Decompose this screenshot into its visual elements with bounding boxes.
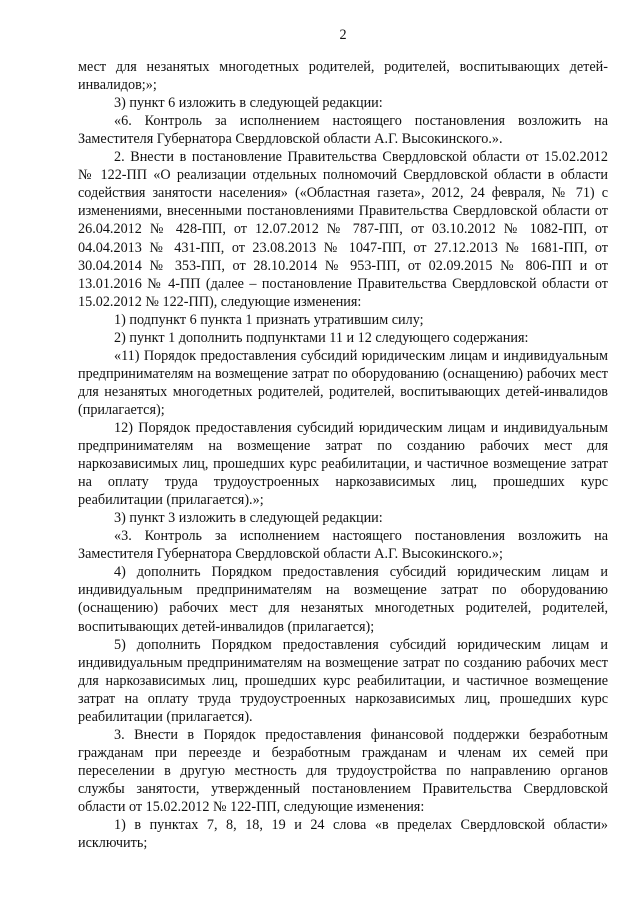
paragraph: 4) дополнить Порядком предоставления субсидий юридическим лицам и индивидуальным предпринимателям на возмещение затрат по оборудованию (оснащению) рабочих мест для незанятых многодетных родителей, родителей, воспитывающих детей-инвалидов (прилагается);	[78, 564, 608, 635]
paragraph: мест для незанятых многодетных родителей, родителей, воспитывающих детей-инвалидов;»;	[78, 59, 608, 94]
page-number: 2	[339, 27, 347, 43]
document-body	[78, 58, 608, 852]
paragraph: 3) пункт 3 изложить в следующей редакции:	[114, 510, 383, 527]
paragraph: 1) подпункт 6 пункта 1 признать утратившим силу;	[114, 311, 424, 328]
paragraph: «6. Контроль за исполнением настоящего постановления возложить на Заместителя Губернатора Свердловской области А.Г. Высокинского.».	[78, 113, 608, 148]
paragraph: 5) дополнить Порядком предоставления субсидий юридическим лицам и индивидуальным предпринимателям на возмещение затрат по созданию рабочих мест для наркозависимых лиц, прошедших курс реабилитации, и частичное возмещение затрат на оплату труда трудоустроенных наркозависимых лиц, прошедших курс реабилитации (прилагается).	[78, 636, 608, 725]
paragraph: 1) в пунктах 7, 8, 18, 19 и 24 слова «в пределах Свердловской области» исключить;	[78, 817, 608, 852]
paragraph: «3. Контроль за исполнением настоящего постановления возложить на Заместителя Губернатора Свердловской области А.Г. Высокинского.»;	[78, 528, 608, 563]
paragraph: «11) Порядок предоставления субсидий юридическим лицам и индивидуальным предпринимателям на возмещение затрат по оборудованию (оснащению) рабочих мест для незанятых многодетных родителей, родителей, воспитывающих детей-инвалидов (прилагается);	[78, 347, 608, 418]
paragraph: 2. Внести в постановление Правительства Свердловской области от 15.02.2012 № 122-ПП «О реализации отдельных полномочий Свердловской области в области содействия занятости населения» («Областная газета», 2012, 24 февраля, № 71) с изменениями, внесенными постановлениями Правительства Свердловской области от 26.04.2012 № 428-ПП, от 12.07.2012 № 787-ПП, от 03.10.2012 № 1082-ПП, от 04.04.2013 № 431-ПП, от 23.08.2013 № 1047-ПП, от 27.12.2013 № 1681-ПП, от 30.04.2014 № 353-ПП, от 28.10.2014 № 953-ПП, от 02.09.2015 № 806-ПП и от 13.01.2016 № 4-ПП (далее – постановление Правительства Свердловской области от 15.02.2012 № 122-ПП), следующие изменения:	[78, 149, 608, 310]
paragraph: 3. Внести в Порядок предоставления финансовой поддержки безработным гражданам при переезде и безработным гражданам и членам их семей при переселении в другую местность для трудоустройства по направлению органов службы занятости, утвержденный постановлением Правительства Свердловской области от 15.02.2012 № 122-ПП, следующие изменения:	[78, 726, 608, 815]
paragraph: 2) пункт 1 дополнить подпунктами 11 и 12 следующего содержания:	[114, 329, 529, 346]
document-page	[78, 26, 608, 852]
paragraph: 12) Порядок предоставления субсидий юридическим лицам и индивидуальным предпринимателям на возмещение затрат по созданию рабочих мест для наркозависимых лиц, прошедших курс реабилитации, и частичное возмещение затрат на оплату труда трудоустроенных наркозависимых лиц, прошедших курс реабилитации (прилагается).»;	[78, 419, 608, 509]
paragraph: 3) пункт 6 изложить в следующей редакции:	[114, 95, 383, 112]
